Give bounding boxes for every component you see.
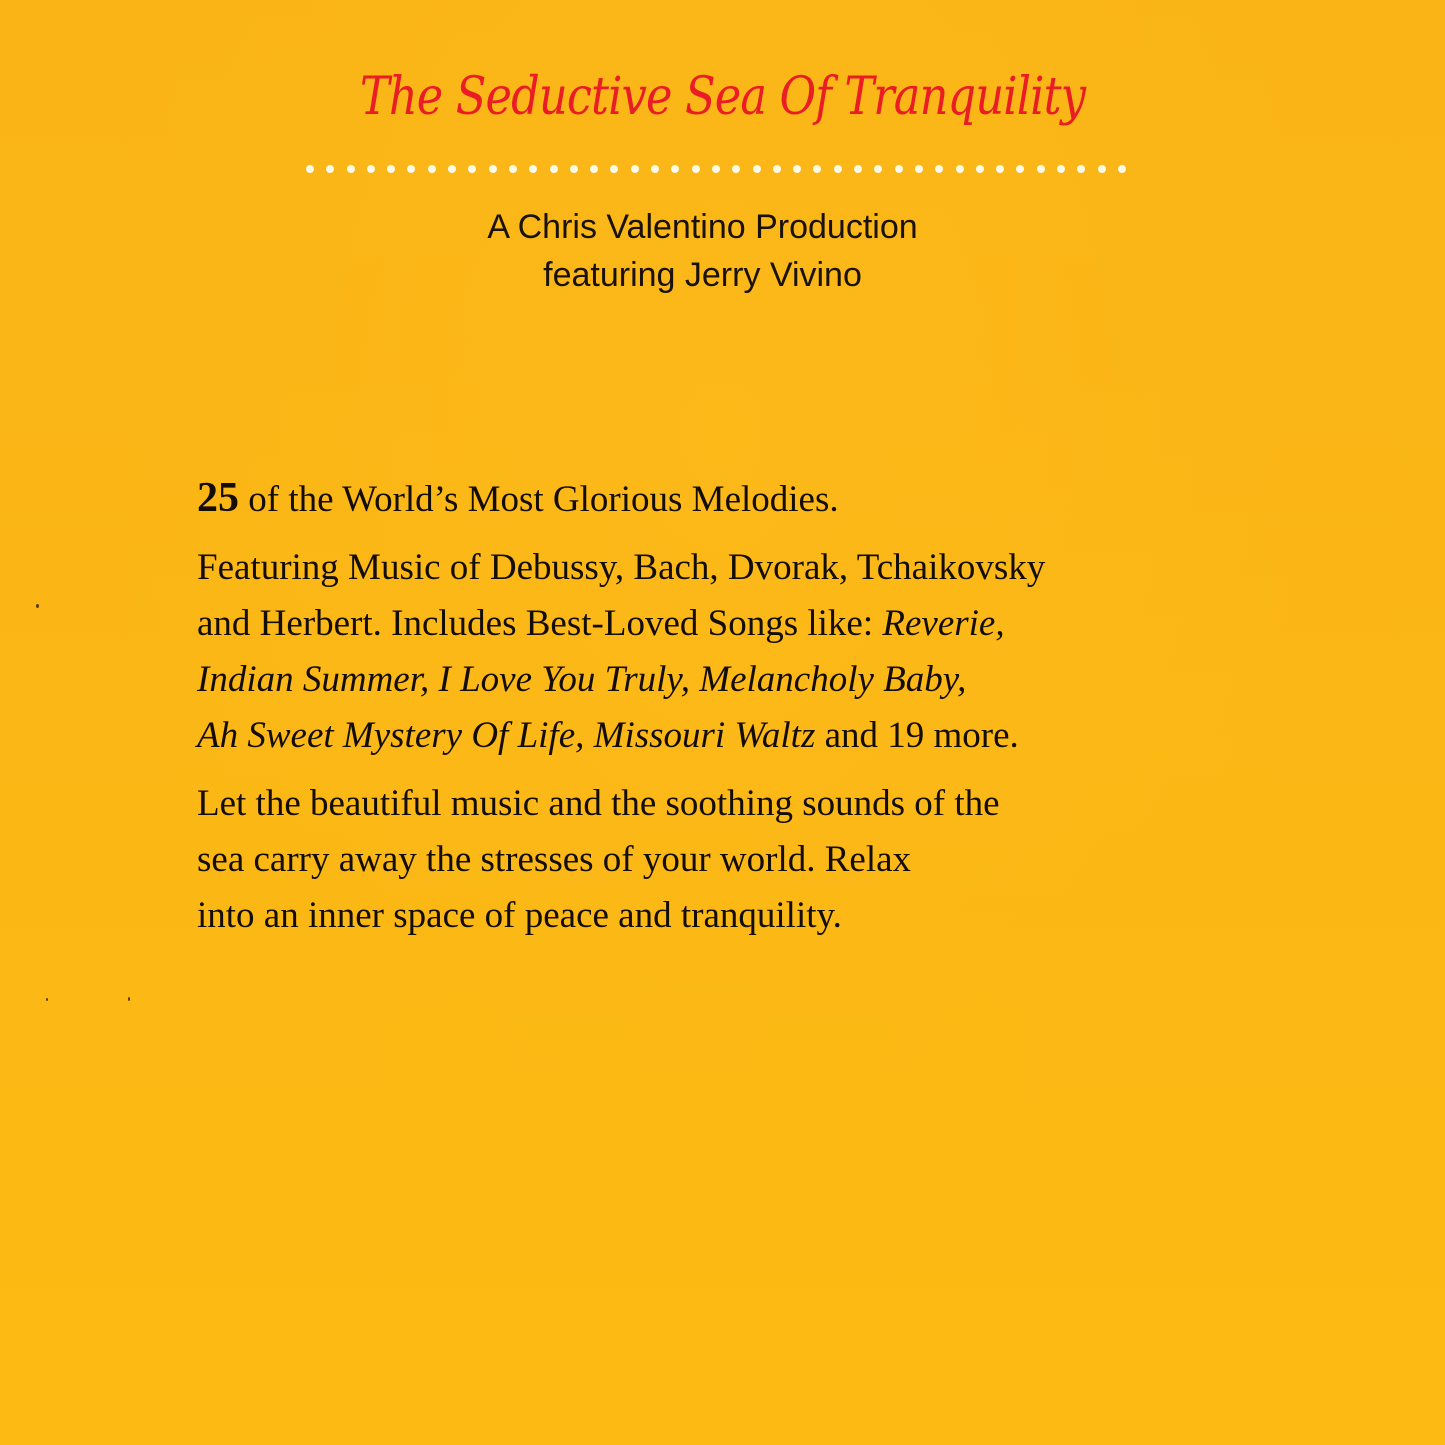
paper-speck xyxy=(36,604,39,608)
divider-dot xyxy=(671,165,679,173)
closing-line-1: Let the beautiful music and the soothing sounds of the xyxy=(197,783,1000,824)
divider-dot xyxy=(874,165,882,173)
divider-dot xyxy=(732,165,740,173)
dotted-divider xyxy=(306,164,1126,174)
divider-dot xyxy=(367,165,375,173)
divider-dot xyxy=(915,165,923,173)
divider-dot xyxy=(610,165,618,173)
divider-dot xyxy=(1098,165,1106,173)
melody-count: 25 xyxy=(197,475,239,521)
intro-text: of the World’s Most Glorious Melodies. xyxy=(239,479,839,520)
divider-dot xyxy=(1118,165,1126,173)
divider-dot xyxy=(468,165,476,173)
divider-dot xyxy=(1037,165,1045,173)
divider-dot xyxy=(854,165,862,173)
divider-dot xyxy=(976,165,984,173)
divider-dot xyxy=(1077,165,1085,173)
divider-dot xyxy=(935,165,943,173)
divider-dot xyxy=(590,165,598,173)
divider-dot xyxy=(489,165,497,173)
paper-speck xyxy=(128,997,130,1001)
featuring-line-2-text: and Herbert. Includes Best-Loved Songs like: xyxy=(197,603,883,644)
intro-line xyxy=(197,470,1237,528)
divider-dot xyxy=(813,165,821,173)
featuring-song-titles-line-2: Ah Sweet Mystery Of Life, Missouri Waltz xyxy=(197,715,816,756)
featuring-more-text: and 19 more. xyxy=(815,715,1019,756)
description-block xyxy=(197,470,1237,944)
divider-dot xyxy=(651,165,659,173)
song-title-reverie: Reverie, xyxy=(882,603,1005,644)
divider-dot xyxy=(529,165,537,173)
featured-artist-credit: featuring Jerry Vivino xyxy=(543,256,862,294)
divider-dot xyxy=(306,165,314,173)
divider-dot xyxy=(712,165,720,173)
divider-dot xyxy=(428,165,436,173)
featuring-line-2 xyxy=(197,596,1237,652)
divider-dot xyxy=(550,165,558,173)
production-credit: A Chris Valentino Production xyxy=(487,208,918,246)
divider-dot xyxy=(1057,165,1065,173)
divider-dot xyxy=(631,165,639,173)
album-title: The Seductive Sea Of Tranquility xyxy=(359,67,1086,127)
divider-dot xyxy=(1016,165,1024,173)
divider-dot xyxy=(793,165,801,173)
divider-dot xyxy=(407,165,415,173)
divider-dot xyxy=(326,165,334,173)
closing-line-3: into an inner space of peace and tranquility. xyxy=(197,895,842,936)
divider-dot xyxy=(834,165,842,173)
divider-dot xyxy=(773,165,781,173)
divider-dot xyxy=(448,165,456,173)
divider-dot xyxy=(692,165,700,173)
featuring-line-4 xyxy=(197,708,1237,764)
featuring-line-1: Featuring Music of Debussy, Bach, Dvorak, Tchaikovsky xyxy=(197,547,1046,588)
divider-dot xyxy=(996,165,1004,173)
divider-dot xyxy=(509,165,517,173)
divider-dot xyxy=(347,165,355,173)
paper-speck xyxy=(46,998,48,1001)
divider-dot xyxy=(570,165,578,173)
divider-dot xyxy=(753,165,761,173)
featuring-song-titles-line: Indian Summer, I Love You Truly, Melancholy Baby, xyxy=(197,659,967,700)
divider-dot xyxy=(895,165,903,173)
divider-dot xyxy=(387,165,395,173)
divider-dot xyxy=(956,165,964,173)
closing-line-2: sea carry away the stresses of your world. Relax xyxy=(197,839,912,880)
